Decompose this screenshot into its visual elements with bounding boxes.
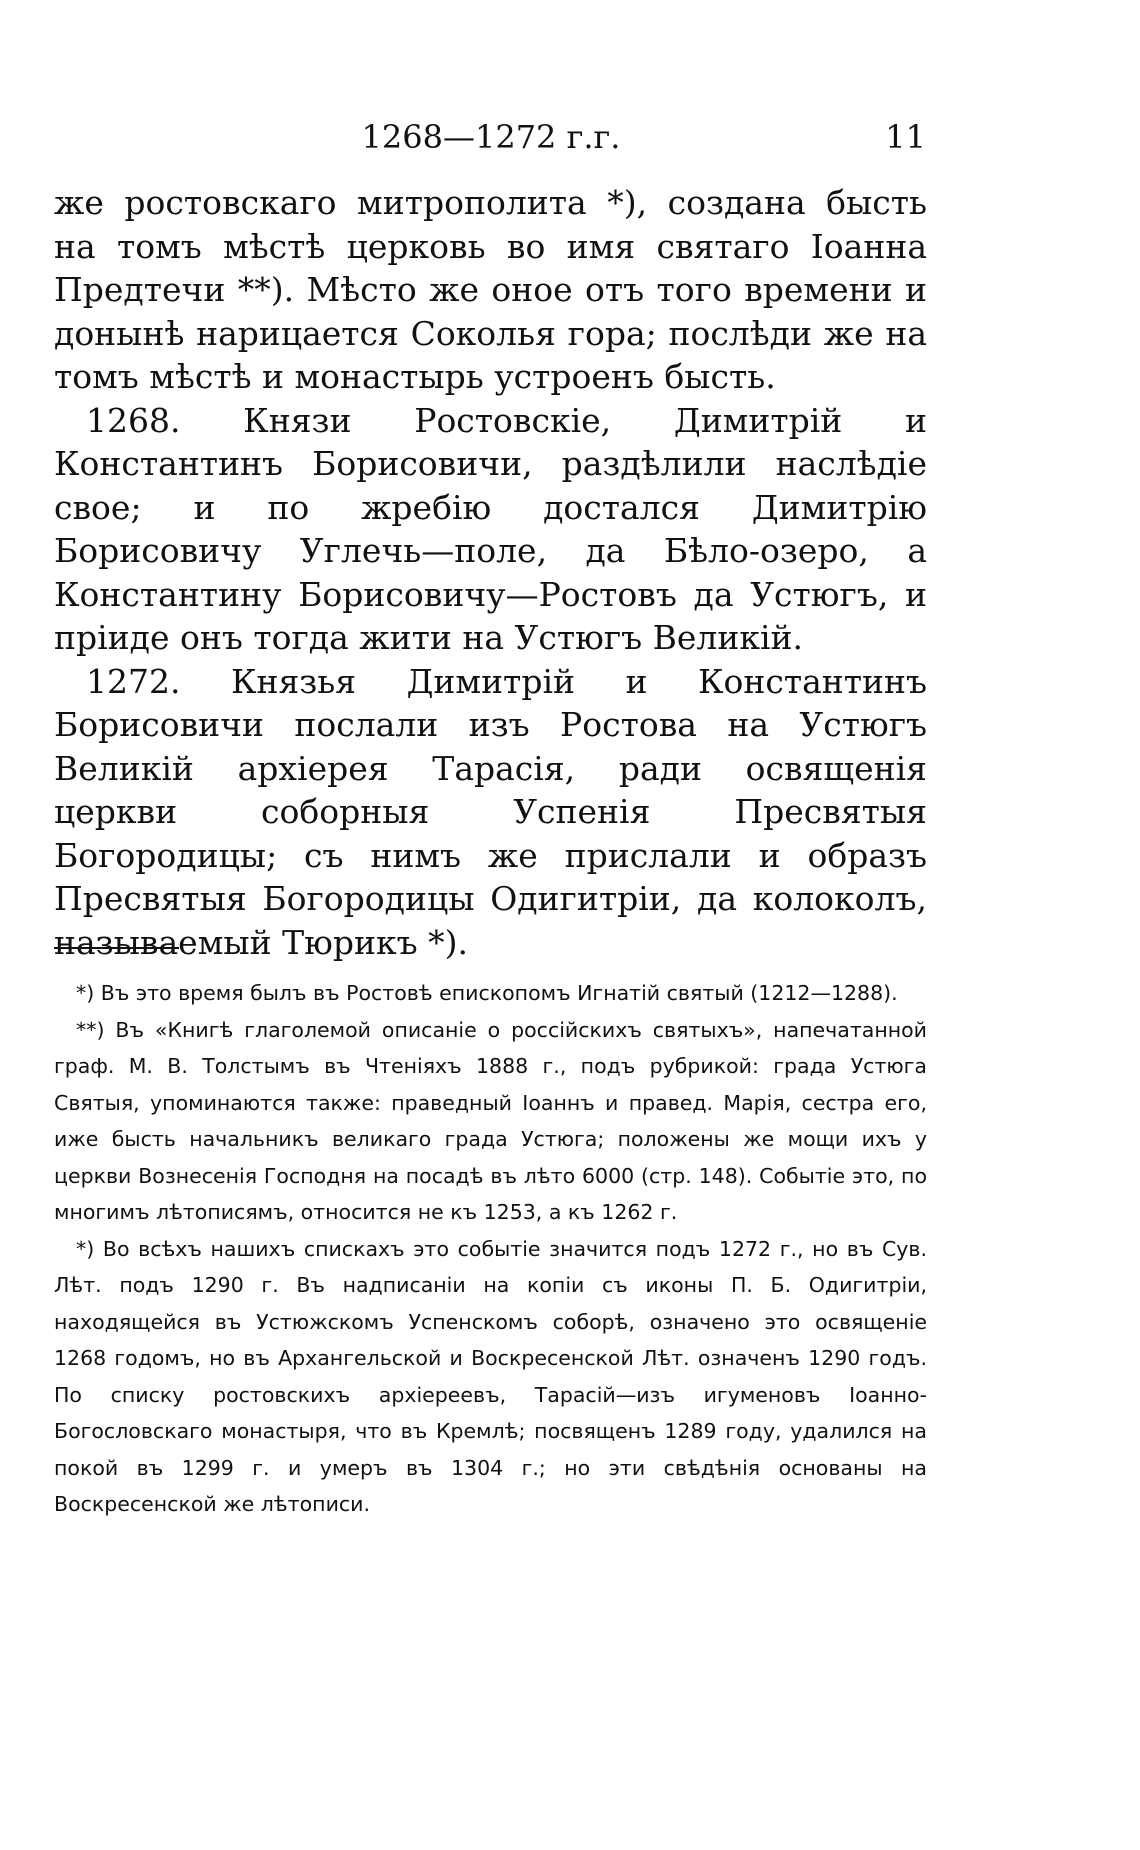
paragraph-continuation: же ростовскаго митрополита *), создана бысть на томъ мѣстѣ церковь во имя святаго Іоанна Предтечи **). Мѣсто же оное отъ того времени и донынѣ нарицается Соколья гора; послѣди же на томъ мѣстѣ и монастырь устроенъ бысть. bbox=[54, 183, 927, 396]
running-title: 1268—1272 г.г. bbox=[361, 118, 621, 156]
paragraph-1272: 1272. Князья Димитрій и Константинъ Борисовичи послали изъ Ростова на Устюгъ Великій архіерея Тарасія, ради освященія церкви соборныя Успенія Пресвятыя Богородицы; съ нимъ же прислали и образъ Пресвятыя Богородицы Одигитріи, да колоколъ, называемый Тюрикъ *). bbox=[54, 661, 927, 962]
page-number: 11 bbox=[885, 118, 926, 156]
footnotes bbox=[54, 975, 927, 1523]
footnote: *) Во всѣхъ нашихъ спискахъ это событіе значится подъ 1272 г., но въ Сув. Лѣт. подъ 1290 г. Въ надписаніи на копіи съ иконы П. Б. Одигитріи, находящейся въ Устюжскомъ Успенскомъ соборѣ, означено это освященіе 1268 годомъ, но въ Архангельской и Воскресенской Лѣт. означенъ 1290 годъ. По списку ростовскихъ архіереевъ, Тарасій—изъ игуменовъ Іоанно-Богословскаго монастыря, что въ Кремлѣ; посвященъ 1289 году, удалился на покой въ 1299 г. и умеръ въ 1304 г.; но эти свѣдѣнія основаны на Воскресенской же лѣтописи. bbox=[54, 1236, 927, 1516]
footnote: *) Въ это время былъ въ Ростовѣ епископомъ Игнатій святый (1212—1288). bbox=[76, 981, 898, 1005]
main-text bbox=[54, 181, 927, 964]
footnote-separator bbox=[54, 947, 179, 949]
running-head bbox=[56, 118, 926, 168]
paragraph-1268: 1268. Князи Ростовскіе, Димитрій и Константинъ Борисовичи, раздѣлили наслѣдіе свое; и по жребію достался Димитрію Борисовичу Углечь—поле, да Бѣло-озеро, а Константину Борисовичу—Ростовъ да Устюгъ, и пріиде онъ тогда жити на Устюгъ Великій. bbox=[54, 400, 927, 657]
footnote: **) Въ «Книгѣ глаголемой описаніе о россійскихъ святыхъ», напечатанной граф. М. В. Толстымъ въ Чтеніяхъ 1888 г., подъ рубрикой: града Устюга Святыя, упоминаются также: праведный Іоаннъ и правед. Марія, сестра его, иже бысть начальникъ великаго града Устюга; положены же мощи ихъ у церкви Вознесенія Господня на посадѣ въ лѣто 6000 (стр. 148). Событіе это, по многимъ лѣтописямъ, относится не къ 1253, а къ 1262 г. bbox=[54, 1017, 927, 1224]
